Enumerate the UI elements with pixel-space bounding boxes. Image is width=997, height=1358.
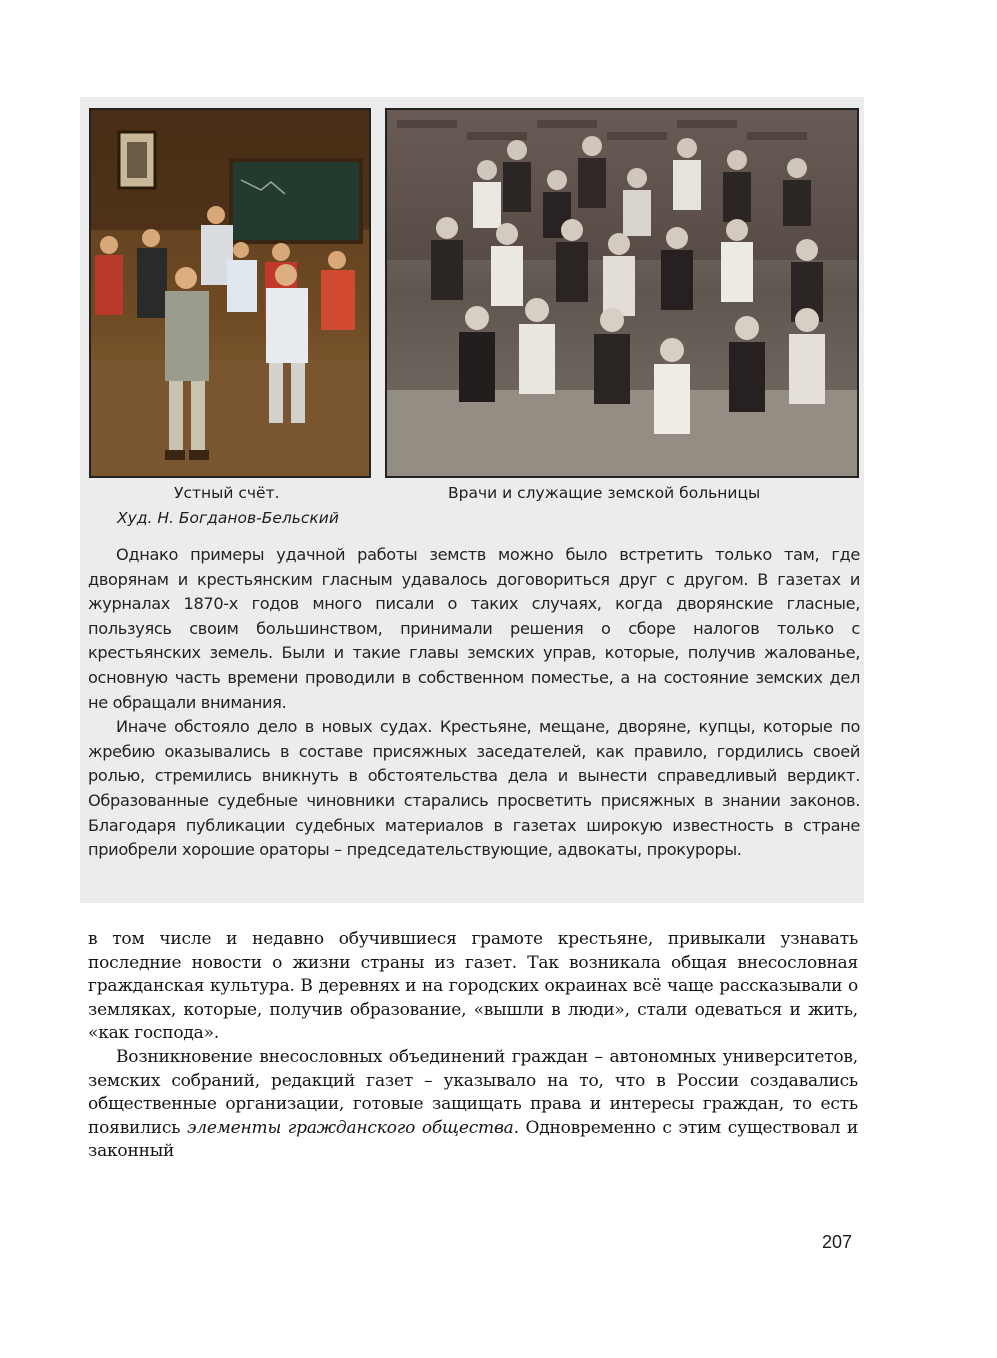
main-paragraph-2-start: Возникновение внесословных объединений граждан – автономных университетов, земских собраний, редакций газет – указывало на то, что в России создавались общественные организации, готовые защищать права и интересы граждан, то есть появились (88, 1046, 858, 1138)
sidebar-paragraph-2: Иначе обстояло дело в новых судах. Крестьяне, мещане, дворяне, купцы, которые по жребию оказывались в составе присяжных заседателей, как правило, гордились своей ролью, стремились вникнуть в обстоятельства дела и вынести справедливый вердикт. Образованные судебные чиновники старались просветить присяжных в знании законов. Благодаря публикации судебных материалов в газетах широкую известность в стране приобрели хорошие ораторы – председательствующие, адвокаты, прокуроры. (88, 717, 860, 860)
main-text (88, 928, 858, 1164)
sidebar-text (88, 543, 860, 863)
main-paragraph-1: в том числе и недавно обучившиеся грамоте крестьяне, привыкали узнавать последние новости о жизни страны из газет. Так возникала общая внесословная гражданская культура. В деревнях и на городских окраинах всё чаще рассказывали о земляках, которые, получив образование, «вышли в люди», стали одеваться и жить, «как господа». (88, 929, 858, 1044)
painting-caption-artist (117, 509, 339, 527)
painting-image (89, 108, 371, 478)
page-number: 207 (822, 1232, 853, 1252)
painting-artist-name: Худ. Н. Богданов-Бельский (117, 509, 339, 527)
main-paragraph-2-end: . Одновременно с этим существовал и законный (88, 1117, 858, 1162)
main-paragraph-2 (88, 1046, 858, 1164)
painting-caption-title: Устный счёт. (174, 484, 280, 502)
photo-caption: Врачи и служащие земской больницы (448, 484, 761, 502)
sidebar-paragraph-1: Однако примеры удачной работы земств можно было встретить только там, где дворянам и крестьянским гласным удавалось договориться друг с другом. В газетах и журналах 1870-х годов много писали о таких случаях, когда дворянские гласные, пользуясь своим большинством, принимали решения о сборе налогов только с крестьянских земель. Были и такие главы земских управ, которые, получив жалованье, основную часть времени проводили в собственном поместье, а на состояние земских дел не обращали внимания. (88, 545, 860, 712)
group-photo-illustration (387, 110, 857, 476)
painting-illustration (91, 110, 369, 476)
civil-society-term: элементы гражданского общества (186, 1117, 514, 1138)
group-photo-image (385, 108, 859, 478)
